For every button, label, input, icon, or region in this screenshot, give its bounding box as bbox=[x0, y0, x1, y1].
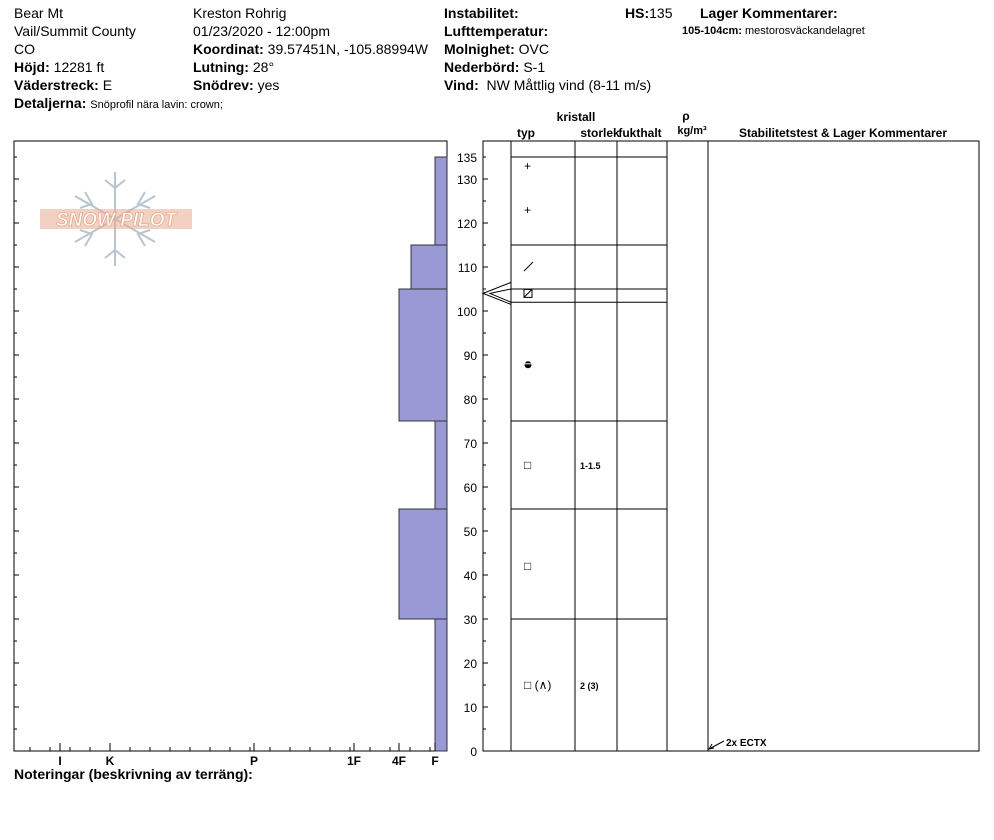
observer: Kreston Rohrig bbox=[193, 5, 287, 21]
grain-size: 2 (3) bbox=[580, 681, 599, 691]
depth-axis-labels bbox=[457, 151, 477, 759]
precip-label: Nederbörd: bbox=[444, 59, 520, 75]
grain-symbol-icon bbox=[524, 289, 532, 297]
hardness-axis bbox=[30, 743, 439, 768]
sky-label: Molnighet: bbox=[444, 41, 515, 57]
depth-label: 60 bbox=[463, 481, 477, 495]
grain-symbol-icon bbox=[525, 361, 532, 368]
grain-size: 1-1.5 bbox=[580, 461, 601, 471]
grain-symbol-icon bbox=[524, 262, 533, 271]
depth-label: 120 bbox=[456, 217, 477, 231]
instability-label: Instabilitet: bbox=[444, 5, 519, 21]
left-depth-ticks bbox=[14, 157, 19, 751]
grain-symbol: + bbox=[524, 202, 532, 217]
elevation-label: Höjd: bbox=[14, 59, 50, 75]
col-stability: Stabilitetstest & Lager Kommentarer bbox=[738, 126, 948, 140]
hardness-label: 4F bbox=[391, 754, 407, 768]
hardness-layer-bar bbox=[399, 289, 447, 421]
layer-comment-text: mestorosväckandelagret bbox=[745, 25, 865, 37]
depth-label: 110 bbox=[457, 261, 477, 275]
grain-symbol: □ bbox=[524, 458, 532, 472]
depth-label: 80 bbox=[463, 393, 477, 407]
hardness-label: K bbox=[105, 754, 115, 768]
depth-label: 10 bbox=[463, 701, 477, 715]
right-depth-ticks bbox=[483, 157, 488, 751]
col-moisture: fukthalt bbox=[618, 126, 662, 140]
depth-label: 0 bbox=[470, 745, 477, 759]
hardness-layer-bar bbox=[435, 421, 447, 509]
depth-label: 70 bbox=[463, 437, 477, 451]
hardness-label: I bbox=[58, 754, 62, 768]
details-value: Snöprofil nära lavin: crown; bbox=[90, 99, 223, 111]
layer-comments-label: Lager Kommentarer: bbox=[700, 5, 838, 21]
aspect-label: Väderstreck: bbox=[14, 77, 99, 93]
wind-label: Vind: bbox=[444, 77, 479, 93]
coord-value: 39.57451N, -105.88994W bbox=[267, 41, 428, 57]
layer-table-frame bbox=[483, 141, 979, 751]
details-label: Detaljerna: bbox=[14, 95, 87, 111]
hardness-layer-bar bbox=[435, 157, 447, 245]
grain-symbol: □ (∧) bbox=[524, 678, 552, 692]
drift-value: yes bbox=[257, 77, 280, 93]
depth-label: 20 bbox=[463, 657, 477, 671]
hardness-layer-bar bbox=[435, 619, 447, 751]
depth-label: 100 bbox=[456, 305, 477, 319]
slope-value: 28° bbox=[252, 59, 275, 75]
logo-text: SNOW PILOT bbox=[55, 210, 177, 231]
snowpilot-logo bbox=[40, 172, 192, 266]
test-note: 2x ECTX bbox=[726, 738, 767, 749]
location: Bear Mt bbox=[14, 5, 64, 21]
grain-rows bbox=[524, 159, 601, 692]
depth-label: 30 bbox=[463, 613, 477, 627]
hs-value: 135 bbox=[649, 5, 673, 21]
layer-bracket bbox=[483, 282, 511, 304]
hs-label: HS: bbox=[625, 5, 650, 21]
air-temp-label: Lufttemperatur: bbox=[444, 23, 549, 39]
col-type: typ bbox=[517, 126, 535, 140]
hardness-layers bbox=[399, 157, 447, 751]
hardness-layer-bar bbox=[399, 509, 447, 619]
grain-symbol: □ bbox=[524, 559, 532, 574]
drift-label: Snödrev: bbox=[193, 77, 254, 93]
col-density-unit: kg/m³ bbox=[677, 125, 707, 137]
coord-label: Koordinat: bbox=[193, 41, 264, 57]
datetime: 01/23/2020 - 12:00pm bbox=[193, 23, 330, 39]
sky-value: OVC bbox=[518, 41, 549, 57]
hardness-label: 1F bbox=[346, 754, 362, 768]
col-rho: ρ bbox=[682, 109, 690, 123]
elevation-value: 12281 ft bbox=[53, 59, 105, 75]
depth-label: 50 bbox=[463, 525, 477, 539]
col-size: storlek bbox=[580, 126, 620, 140]
aspect-value: E bbox=[102, 77, 113, 93]
layer-comment-range: 105-104cm: bbox=[682, 25, 742, 37]
region: Vail/Summit County bbox=[14, 23, 136, 39]
precip-value: S-1 bbox=[523, 59, 546, 75]
col-crystal: kristall bbox=[556, 110, 596, 124]
wind-value: NW Måttlig vind (8-11 m/s) bbox=[486, 77, 652, 93]
depth-label: 130 bbox=[456, 173, 477, 187]
hardness-label: F bbox=[431, 754, 439, 768]
state: CO bbox=[14, 41, 35, 57]
depth-label: 40 bbox=[463, 569, 477, 583]
depth-label: 135 bbox=[456, 151, 477, 165]
hardness-frame bbox=[14, 141, 447, 751]
depth-label: 90 bbox=[463, 349, 477, 363]
slope-label: Lutning: bbox=[193, 59, 249, 75]
grain-symbol: + bbox=[524, 158, 532, 173]
hardness-label: P bbox=[249, 754, 259, 768]
terrain-notes-label: Noteringar (beskrivning av terräng): bbox=[14, 766, 253, 782]
hardness-layer-bar bbox=[411, 245, 447, 289]
